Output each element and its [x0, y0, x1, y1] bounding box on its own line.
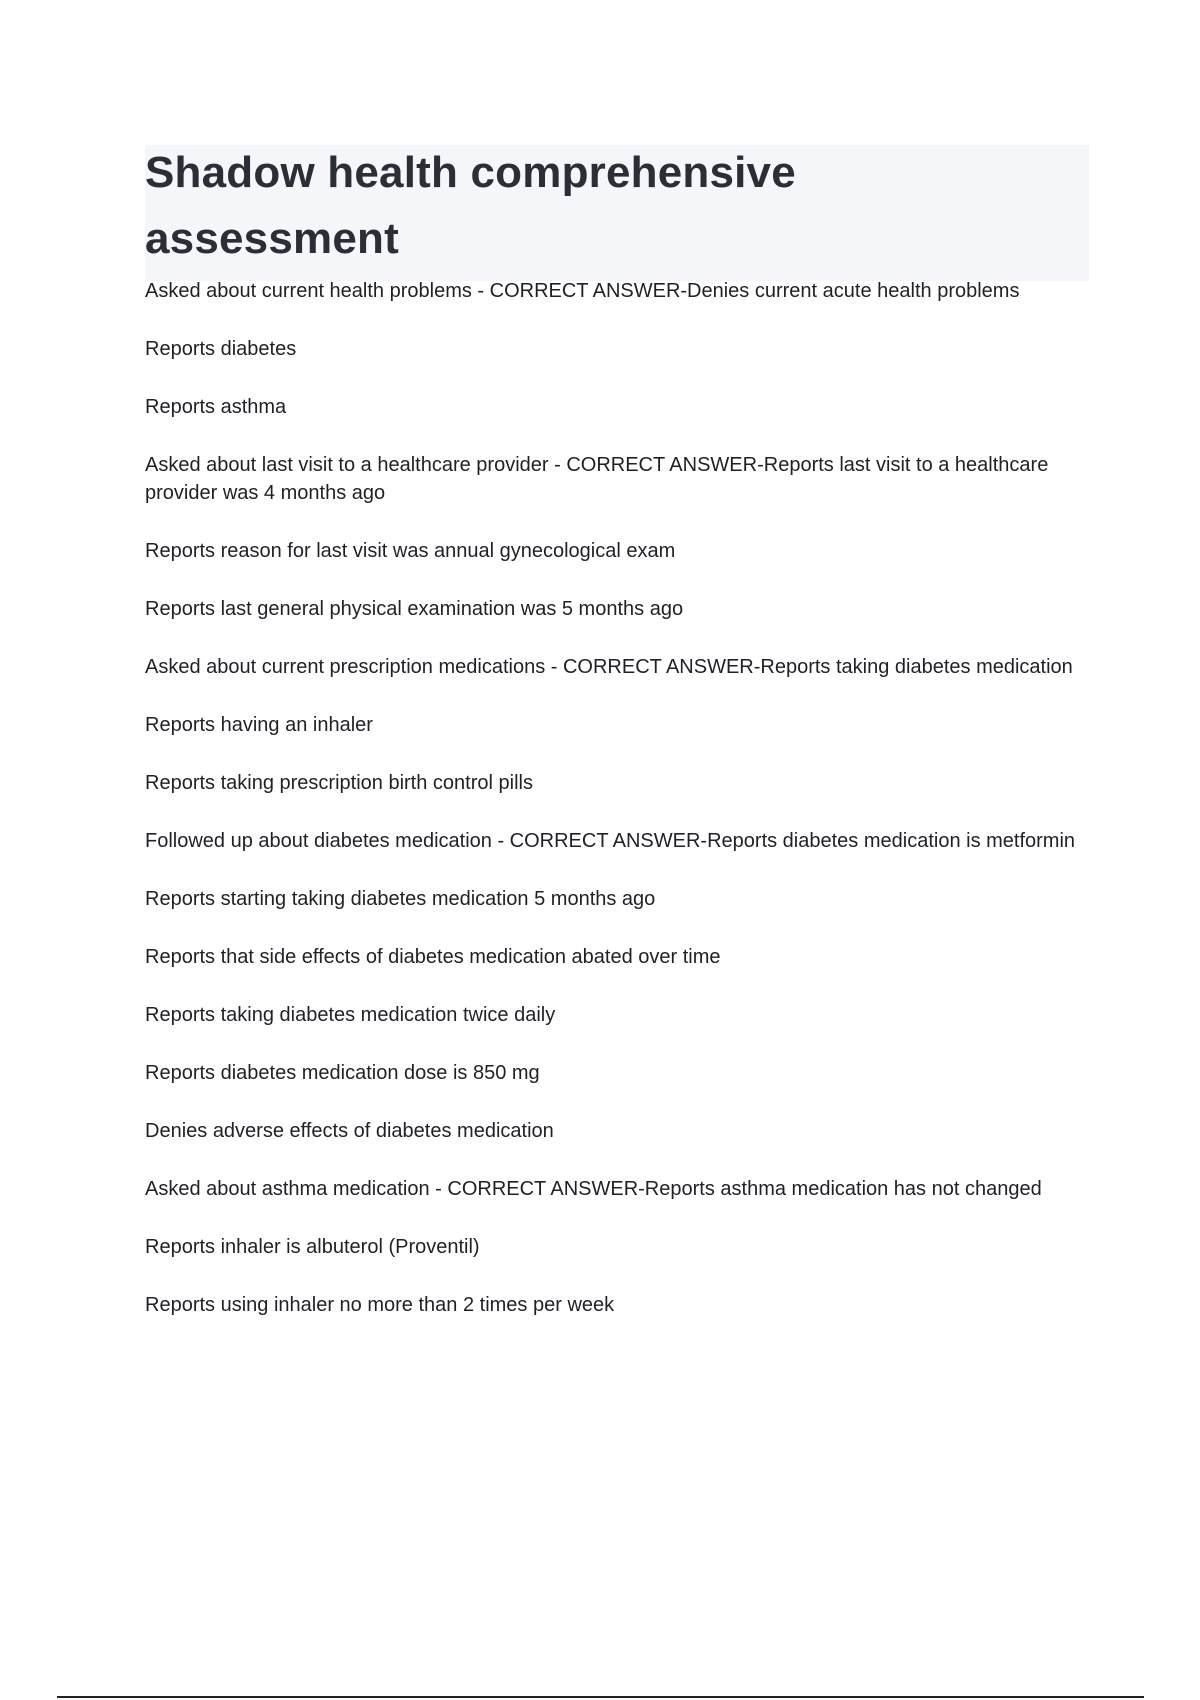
- list-item: Asked about asthma medication - CORRECT ANSWER-Reports asthma medication has not changed: [145, 1178, 1042, 1200]
- list-item: Asked about current prescription medications - CORRECT ANSWER-Reports taking diabetes medication: [145, 656, 1073, 678]
- list-item: Reports last general physical examination was 5 months ago: [145, 598, 684, 620]
- list-item: Reports starting taking diabetes medication 5 months ago: [145, 888, 656, 910]
- list-item: Followed up about diabetes medication - CORRECT ANSWER-Reports diabetes medication is metformin: [145, 830, 1076, 852]
- list-item: Reports reason for last visit was annual gynecological exam: [145, 540, 676, 562]
- list-item: Reports taking diabetes medication twice daily: [145, 1004, 556, 1026]
- page-title: Shadow health comprehensive assessment: [145, 148, 796, 263]
- list-item: Asked about last visit to a healthcare provider - CORRECT ANSWER-Reports last visit to a healthcare provider was 4 months ago: [145, 454, 1049, 504]
- list-item: Reports diabetes medication dose is 850 mg: [145, 1062, 540, 1084]
- list-item: Reports having an inhaler: [145, 714, 373, 736]
- list-item: Reports diabetes: [145, 338, 297, 360]
- qa-list: [145, 277, 1085, 1349]
- list-item: Reports using inhaler no more than 2 times per week: [145, 1294, 615, 1316]
- list-item: Asked about current health problems - CORRECT ANSWER-Denies current acute health problems: [145, 280, 1020, 302]
- list-item: Reports taking prescription birth control pills: [145, 772, 533, 794]
- list-item: Reports inhaler is albuterol (Proventil): [145, 1236, 480, 1258]
- list-item: Reports that side effects of diabetes medication abated over time: [145, 946, 721, 968]
- footer-divider: [57, 1696, 1144, 1698]
- list-item: Reports asthma: [145, 396, 287, 418]
- list-item: Denies adverse effects of diabetes medication: [145, 1120, 554, 1142]
